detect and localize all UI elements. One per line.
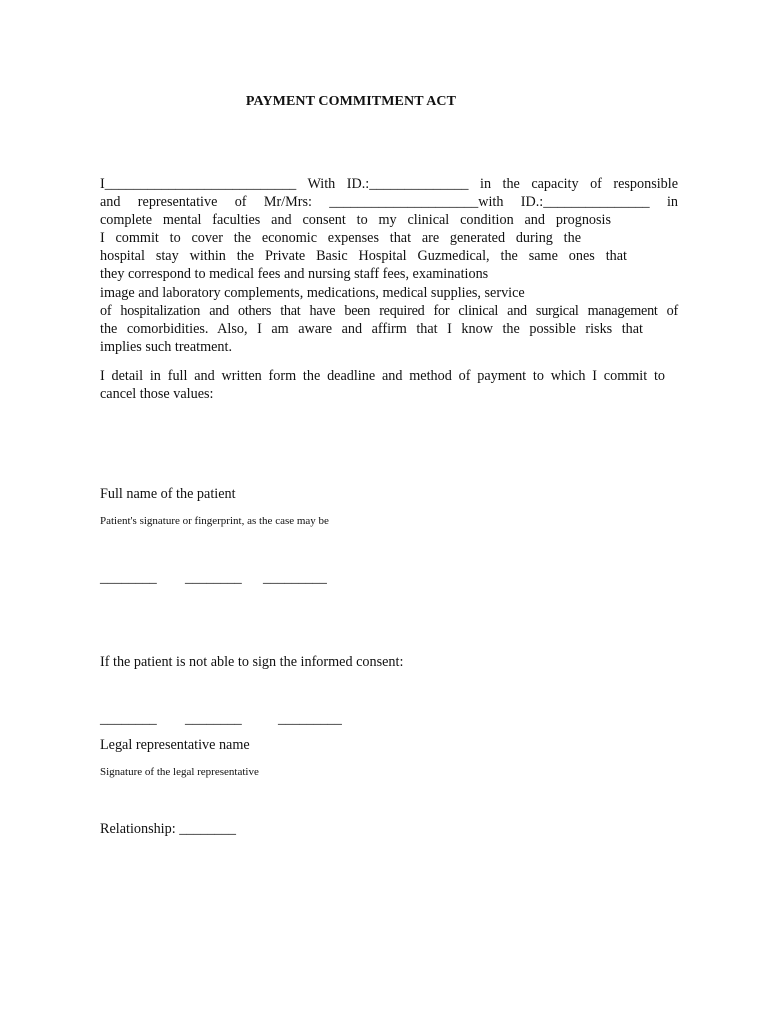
paragraph-line: they correspond to medical fees and nursing staff fees, examinations [100,266,489,283]
signature-blank: ________ [100,570,157,586]
signature-blank: _________ [278,711,342,727]
signature-blank: _________ [263,570,327,586]
signature-blank: ________ [185,570,242,586]
paragraph-line: the comorbidities. Also, I am aware and affirm that I know the possible risks that [100,320,643,337]
patient-name-label: Full name of the patient [100,486,236,502]
commitment-paragraph [100,175,678,356]
paragraph-line: hospital stay within the Private Basic Hospital Guzmedical, the same ones that [100,248,627,265]
document-title: PAYMENT COMMITMENT ACT [245,94,457,109]
paragraph-line: complete mental faculties and consent to my clinical condition and prognosis [100,212,611,229]
relationship-label: Relationship: ________ [100,821,236,837]
paragraph-line: image and laboratory complements, medications, medical supplies, service [100,284,525,301]
paragraph-line: implies such treatment. [100,338,232,355]
patient-signature-label: Patient's signature or fingerprint, as the case may be [100,515,329,527]
paragraph-line: cancel those values: [100,386,214,403]
signature-blank: ________ [100,711,157,727]
paragraph-line: I detail in full and written form the deadline and method of payment to which I commit to [100,368,665,384]
paragraph-line: of hospitalization and others that have been required for clinical and surgical management of [100,302,678,319]
unable-to-sign-label: If the patient is not able to sign the informed consent: [100,654,404,670]
paragraph-line: I___________________________ With ID.:______________ in the capacity of responsible [100,176,678,192]
payment-method-paragraph [100,367,678,403]
legal-rep-signature-label: Signature of the legal representative [100,766,259,778]
legal-rep-name-label: Legal representative name [100,737,250,753]
signature-blank: ________ [185,711,242,727]
paragraph-line: I commit to cover the economic expenses that are generated during the [100,230,581,247]
paragraph-line: and representative of Mr/Mrs: _____________________with ID.:_______________ in [100,194,678,211]
